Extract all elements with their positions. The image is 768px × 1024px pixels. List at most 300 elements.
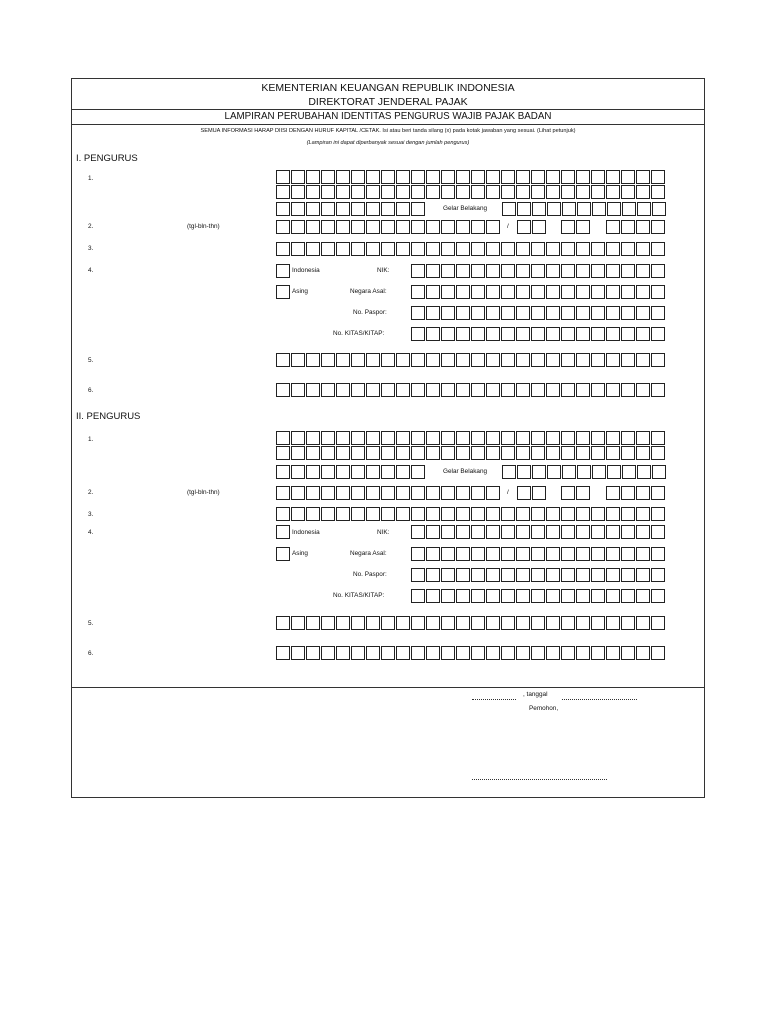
- char-box[interactable]: [517, 220, 531, 234]
- char-box[interactable]: [471, 220, 485, 234]
- char-box[interactable]: [606, 646, 620, 660]
- char-box[interactable]: [441, 170, 455, 184]
- char-box[interactable]: [471, 306, 485, 320]
- char-box[interactable]: [546, 525, 560, 539]
- char-box[interactable]: [351, 220, 365, 234]
- char-box[interactable]: [396, 242, 410, 256]
- char-box[interactable]: [456, 327, 470, 341]
- char-box[interactable]: [621, 353, 635, 367]
- char-box[interactable]: [486, 383, 500, 397]
- char-box[interactable]: [456, 264, 470, 278]
- place-line[interactable]: [472, 699, 516, 700]
- row-6-boxes[interactable]: [276, 646, 665, 660]
- char-box[interactable]: [621, 616, 635, 630]
- char-box[interactable]: [381, 353, 395, 367]
- char-box[interactable]: [531, 616, 545, 630]
- char-box[interactable]: [486, 589, 500, 603]
- char-box[interactable]: [591, 242, 605, 256]
- char-box[interactable]: [501, 383, 515, 397]
- char-box[interactable]: [606, 185, 620, 199]
- char-box[interactable]: [366, 616, 380, 630]
- char-box[interactable]: [411, 465, 425, 479]
- char-box[interactable]: [621, 507, 635, 521]
- char-box[interactable]: [411, 285, 425, 299]
- char-box[interactable]: [321, 465, 335, 479]
- char-box[interactable]: [381, 646, 395, 660]
- char-box[interactable]: [336, 202, 350, 216]
- char-box[interactable]: [636, 383, 650, 397]
- char-box[interactable]: [411, 525, 425, 539]
- birth-day-boxes[interactable]: [517, 220, 546, 234]
- char-box[interactable]: [531, 507, 545, 521]
- char-box[interactable]: [591, 306, 605, 320]
- no-kitas-boxes[interactable]: [411, 327, 665, 341]
- char-box[interactable]: [411, 486, 425, 500]
- char-box[interactable]: [606, 242, 620, 256]
- char-box[interactable]: [351, 242, 365, 256]
- char-box[interactable]: [426, 507, 440, 521]
- char-box[interactable]: [381, 616, 395, 630]
- char-box[interactable]: [456, 383, 470, 397]
- char-box[interactable]: [651, 353, 665, 367]
- char-box[interactable]: [636, 525, 650, 539]
- char-box[interactable]: [306, 202, 320, 216]
- char-box[interactable]: [561, 327, 575, 341]
- birth-month-boxes[interactable]: [561, 220, 590, 234]
- char-box[interactable]: [652, 202, 666, 216]
- char-box[interactable]: [351, 486, 365, 500]
- char-box[interactable]: [606, 306, 620, 320]
- char-box[interactable]: [276, 185, 290, 199]
- char-box[interactable]: [576, 431, 590, 445]
- char-box[interactable]: [576, 486, 590, 500]
- char-box[interactable]: [516, 525, 530, 539]
- char-box[interactable]: [306, 383, 320, 397]
- char-box[interactable]: [592, 465, 606, 479]
- char-box[interactable]: [381, 446, 395, 460]
- char-box[interactable]: [471, 353, 485, 367]
- char-box[interactable]: [546, 616, 560, 630]
- char-box[interactable]: [651, 285, 665, 299]
- char-box[interactable]: [501, 616, 515, 630]
- char-box[interactable]: [456, 486, 470, 500]
- char-box[interactable]: [606, 383, 620, 397]
- char-box[interactable]: [546, 646, 560, 660]
- char-box[interactable]: [516, 285, 530, 299]
- char-box[interactable]: [336, 383, 350, 397]
- char-box[interactable]: [441, 383, 455, 397]
- char-box[interactable]: [531, 431, 545, 445]
- char-box[interactable]: [381, 383, 395, 397]
- char-box[interactable]: [591, 285, 605, 299]
- char-box[interactable]: [501, 285, 515, 299]
- char-box[interactable]: [501, 547, 515, 561]
- char-box[interactable]: [381, 185, 395, 199]
- char-box[interactable]: [502, 202, 516, 216]
- char-box[interactable]: [636, 306, 650, 320]
- char-box[interactable]: [471, 431, 485, 445]
- char-box[interactable]: [591, 446, 605, 460]
- char-box[interactable]: [291, 446, 305, 460]
- char-box[interactable]: [501, 306, 515, 320]
- char-box[interactable]: [532, 202, 546, 216]
- char-box[interactable]: [336, 220, 350, 234]
- char-box[interactable]: [501, 185, 515, 199]
- char-box[interactable]: [651, 185, 665, 199]
- char-box[interactable]: [517, 202, 531, 216]
- char-box[interactable]: [411, 353, 425, 367]
- char-box[interactable]: [456, 353, 470, 367]
- char-box[interactable]: [426, 589, 440, 603]
- char-box[interactable]: [486, 242, 500, 256]
- char-box[interactable]: [636, 507, 650, 521]
- char-box[interactable]: [531, 446, 545, 460]
- char-box[interactable]: [576, 568, 590, 582]
- char-box[interactable]: [291, 383, 305, 397]
- birth-month-boxes[interactable]: [561, 486, 590, 500]
- char-box[interactable]: [411, 507, 425, 521]
- char-box[interactable]: [411, 446, 425, 460]
- char-box[interactable]: [381, 431, 395, 445]
- char-box[interactable]: [291, 616, 305, 630]
- char-box[interactable]: [411, 589, 425, 603]
- char-box[interactable]: [351, 465, 365, 479]
- char-box[interactable]: [441, 285, 455, 299]
- char-box[interactable]: [426, 486, 440, 500]
- char-box[interactable]: [426, 431, 440, 445]
- char-box[interactable]: [396, 616, 410, 630]
- name-boxes-row-2[interactable]: [276, 185, 665, 199]
- char-box[interactable]: [516, 185, 530, 199]
- char-box[interactable]: [486, 353, 500, 367]
- char-box[interactable]: [426, 383, 440, 397]
- char-box[interactable]: [546, 568, 560, 582]
- char-box[interactable]: [276, 646, 290, 660]
- char-box[interactable]: [426, 446, 440, 460]
- gelar-depan-boxes[interactable]: [276, 465, 425, 479]
- char-box[interactable]: [621, 264, 635, 278]
- char-box[interactable]: [486, 264, 500, 278]
- char-box[interactable]: [532, 220, 546, 234]
- char-box[interactable]: [576, 285, 590, 299]
- char-box[interactable]: [441, 185, 455, 199]
- char-box[interactable]: [621, 327, 635, 341]
- char-box[interactable]: [441, 568, 455, 582]
- char-box[interactable]: [411, 242, 425, 256]
- char-box[interactable]: [636, 170, 650, 184]
- char-box[interactable]: [516, 170, 530, 184]
- char-box[interactable]: [291, 202, 305, 216]
- char-box[interactable]: [531, 568, 545, 582]
- char-box[interactable]: [321, 220, 335, 234]
- char-box[interactable]: [321, 507, 335, 521]
- negara-asal-boxes[interactable]: [411, 285, 665, 299]
- indonesia-checkbox[interactable]: [276, 525, 290, 539]
- char-box[interactable]: [456, 616, 470, 630]
- char-box[interactable]: [546, 547, 560, 561]
- char-box[interactable]: [531, 185, 545, 199]
- char-box[interactable]: [471, 264, 485, 278]
- char-box[interactable]: [576, 507, 590, 521]
- char-box[interactable]: [396, 446, 410, 460]
- char-box[interactable]: [336, 353, 350, 367]
- char-box[interactable]: [576, 446, 590, 460]
- char-box[interactable]: [321, 446, 335, 460]
- char-box[interactable]: [606, 327, 620, 341]
- char-box[interactable]: [336, 465, 350, 479]
- char-box[interactable]: [546, 327, 560, 341]
- char-box[interactable]: [396, 431, 410, 445]
- char-box[interactable]: [486, 306, 500, 320]
- char-box[interactable]: [291, 170, 305, 184]
- char-box[interactable]: [396, 170, 410, 184]
- char-box[interactable]: [351, 202, 365, 216]
- char-box[interactable]: [516, 383, 530, 397]
- char-box[interactable]: [276, 446, 290, 460]
- char-box[interactable]: [411, 170, 425, 184]
- char-box[interactable]: [607, 465, 621, 479]
- char-box[interactable]: [291, 220, 305, 234]
- birth-year-boxes[interactable]: [606, 220, 665, 234]
- char-box[interactable]: [561, 242, 575, 256]
- char-box[interactable]: [456, 446, 470, 460]
- char-box[interactable]: [336, 185, 350, 199]
- char-box[interactable]: [562, 202, 576, 216]
- char-box[interactable]: [306, 616, 320, 630]
- char-box[interactable]: [502, 465, 516, 479]
- char-box[interactable]: [546, 446, 560, 460]
- char-box[interactable]: [621, 242, 635, 256]
- char-box[interactable]: [276, 202, 290, 216]
- char-box[interactable]: [291, 242, 305, 256]
- char-box[interactable]: [501, 568, 515, 582]
- char-box[interactable]: [321, 202, 335, 216]
- char-box[interactable]: [591, 327, 605, 341]
- char-box[interactable]: [456, 185, 470, 199]
- char-box[interactable]: [501, 646, 515, 660]
- char-box[interactable]: [636, 589, 650, 603]
- char-box[interactable]: [456, 242, 470, 256]
- char-box[interactable]: [592, 202, 606, 216]
- char-box[interactable]: [531, 646, 545, 660]
- char-box[interactable]: [426, 220, 440, 234]
- char-box[interactable]: [291, 353, 305, 367]
- char-box[interactable]: [561, 486, 575, 500]
- char-box[interactable]: [606, 616, 620, 630]
- char-box[interactable]: [651, 431, 665, 445]
- char-box[interactable]: [366, 446, 380, 460]
- char-box[interactable]: [546, 285, 560, 299]
- char-box[interactable]: [547, 202, 561, 216]
- char-box[interactable]: [651, 568, 665, 582]
- char-box[interactable]: [516, 306, 530, 320]
- char-box[interactable]: [621, 220, 635, 234]
- char-box[interactable]: [441, 589, 455, 603]
- char-box[interactable]: [561, 589, 575, 603]
- char-box[interactable]: [411, 383, 425, 397]
- char-box[interactable]: [532, 465, 546, 479]
- birth-year-boxes[interactable]: [606, 486, 665, 500]
- char-box[interactable]: [276, 486, 290, 500]
- char-box[interactable]: [561, 547, 575, 561]
- char-box[interactable]: [276, 170, 290, 184]
- char-box[interactable]: [366, 383, 380, 397]
- char-box[interactable]: [336, 486, 350, 500]
- char-box[interactable]: [471, 327, 485, 341]
- char-box[interactable]: [426, 242, 440, 256]
- char-box[interactable]: [486, 185, 500, 199]
- char-box[interactable]: [591, 353, 605, 367]
- char-box[interactable]: [441, 327, 455, 341]
- no-paspor-boxes[interactable]: [411, 568, 665, 582]
- char-box[interactable]: [651, 242, 665, 256]
- char-box[interactable]: [396, 646, 410, 660]
- char-box[interactable]: [576, 525, 590, 539]
- char-box[interactable]: [336, 507, 350, 521]
- char-box[interactable]: [577, 465, 591, 479]
- char-box[interactable]: [366, 170, 380, 184]
- char-box[interactable]: [651, 327, 665, 341]
- char-box[interactable]: [471, 646, 485, 660]
- char-box[interactable]: [651, 383, 665, 397]
- char-box[interactable]: [366, 220, 380, 234]
- char-box[interactable]: [321, 431, 335, 445]
- char-box[interactable]: [561, 525, 575, 539]
- char-box[interactable]: [501, 170, 515, 184]
- char-box[interactable]: [471, 383, 485, 397]
- char-box[interactable]: [607, 202, 621, 216]
- char-box[interactable]: [306, 465, 320, 479]
- char-box[interactable]: [441, 306, 455, 320]
- char-box[interactable]: [606, 589, 620, 603]
- char-box[interactable]: [366, 646, 380, 660]
- char-box[interactable]: [606, 486, 620, 500]
- char-box[interactable]: [546, 242, 560, 256]
- char-box[interactable]: [636, 264, 650, 278]
- char-box[interactable]: [636, 242, 650, 256]
- char-box[interactable]: [621, 431, 635, 445]
- char-box[interactable]: [531, 547, 545, 561]
- char-box[interactable]: [351, 446, 365, 460]
- char-box[interactable]: [531, 353, 545, 367]
- char-box[interactable]: [516, 547, 530, 561]
- char-box[interactable]: [486, 568, 500, 582]
- char-box[interactable]: [441, 264, 455, 278]
- char-box[interactable]: [651, 306, 665, 320]
- char-box[interactable]: [471, 486, 485, 500]
- char-box[interactable]: [306, 507, 320, 521]
- char-box[interactable]: [411, 568, 425, 582]
- char-box[interactable]: [516, 242, 530, 256]
- char-box[interactable]: [651, 507, 665, 521]
- char-box[interactable]: [606, 285, 620, 299]
- char-box[interactable]: [576, 242, 590, 256]
- char-box[interactable]: [426, 285, 440, 299]
- char-box[interactable]: [621, 446, 635, 460]
- char-box[interactable]: [486, 446, 500, 460]
- row-6-boxes[interactable]: [276, 383, 665, 397]
- char-box[interactable]: [471, 568, 485, 582]
- char-box[interactable]: [636, 185, 650, 199]
- char-box[interactable]: [411, 431, 425, 445]
- char-box[interactable]: [351, 507, 365, 521]
- char-box[interactable]: [351, 185, 365, 199]
- char-box[interactable]: [622, 202, 636, 216]
- char-box[interactable]: [276, 616, 290, 630]
- char-box[interactable]: [381, 170, 395, 184]
- char-box[interactable]: [426, 327, 440, 341]
- char-box[interactable]: [561, 507, 575, 521]
- char-box[interactable]: [636, 547, 650, 561]
- asing-checkbox[interactable]: [276, 285, 290, 299]
- char-box[interactable]: [591, 185, 605, 199]
- char-box[interactable]: [501, 525, 515, 539]
- char-box[interactable]: [621, 547, 635, 561]
- no-kitas-boxes[interactable]: [411, 589, 665, 603]
- char-box[interactable]: [651, 264, 665, 278]
- char-box[interactable]: [471, 589, 485, 603]
- char-box[interactable]: [546, 185, 560, 199]
- char-box[interactable]: [426, 646, 440, 660]
- char-box[interactable]: [546, 306, 560, 320]
- char-box[interactable]: [366, 465, 380, 479]
- name-boxes-row-1[interactable]: [276, 170, 665, 184]
- char-box[interactable]: [456, 525, 470, 539]
- char-box[interactable]: [411, 547, 425, 561]
- char-box[interactable]: [621, 589, 635, 603]
- char-box[interactable]: [591, 616, 605, 630]
- char-box[interactable]: [591, 547, 605, 561]
- char-box[interactable]: [411, 185, 425, 199]
- char-box[interactable]: [456, 507, 470, 521]
- char-box[interactable]: [637, 202, 651, 216]
- birthplace-boxes[interactable]: [276, 220, 500, 234]
- char-box[interactable]: [486, 525, 500, 539]
- char-box[interactable]: [306, 170, 320, 184]
- char-box[interactable]: [336, 170, 350, 184]
- char-box[interactable]: [486, 616, 500, 630]
- char-box[interactable]: [651, 170, 665, 184]
- char-box[interactable]: [441, 242, 455, 256]
- char-box[interactable]: [531, 242, 545, 256]
- char-box[interactable]: [381, 202, 395, 216]
- row-3-boxes[interactable]: [276, 242, 665, 256]
- char-box[interactable]: [396, 220, 410, 234]
- char-box[interactable]: [441, 353, 455, 367]
- char-box[interactable]: [501, 327, 515, 341]
- char-box[interactable]: [291, 646, 305, 660]
- char-box[interactable]: [606, 220, 620, 234]
- char-box[interactable]: [531, 525, 545, 539]
- char-box[interactable]: [441, 446, 455, 460]
- char-box[interactable]: [501, 446, 515, 460]
- gelar-belakang-boxes[interactable]: [502, 202, 666, 216]
- indonesia-checkbox[interactable]: [276, 264, 290, 278]
- char-box[interactable]: [636, 446, 650, 460]
- char-box[interactable]: [471, 285, 485, 299]
- char-box[interactable]: [426, 547, 440, 561]
- char-box[interactable]: [381, 486, 395, 500]
- char-box[interactable]: [576, 646, 590, 660]
- char-box[interactable]: [606, 431, 620, 445]
- char-box[interactable]: [306, 353, 320, 367]
- char-box[interactable]: [501, 264, 515, 278]
- char-box[interactable]: [561, 264, 575, 278]
- char-box[interactable]: [456, 431, 470, 445]
- char-box[interactable]: [636, 353, 650, 367]
- char-box[interactable]: [291, 185, 305, 199]
- char-box[interactable]: [276, 353, 290, 367]
